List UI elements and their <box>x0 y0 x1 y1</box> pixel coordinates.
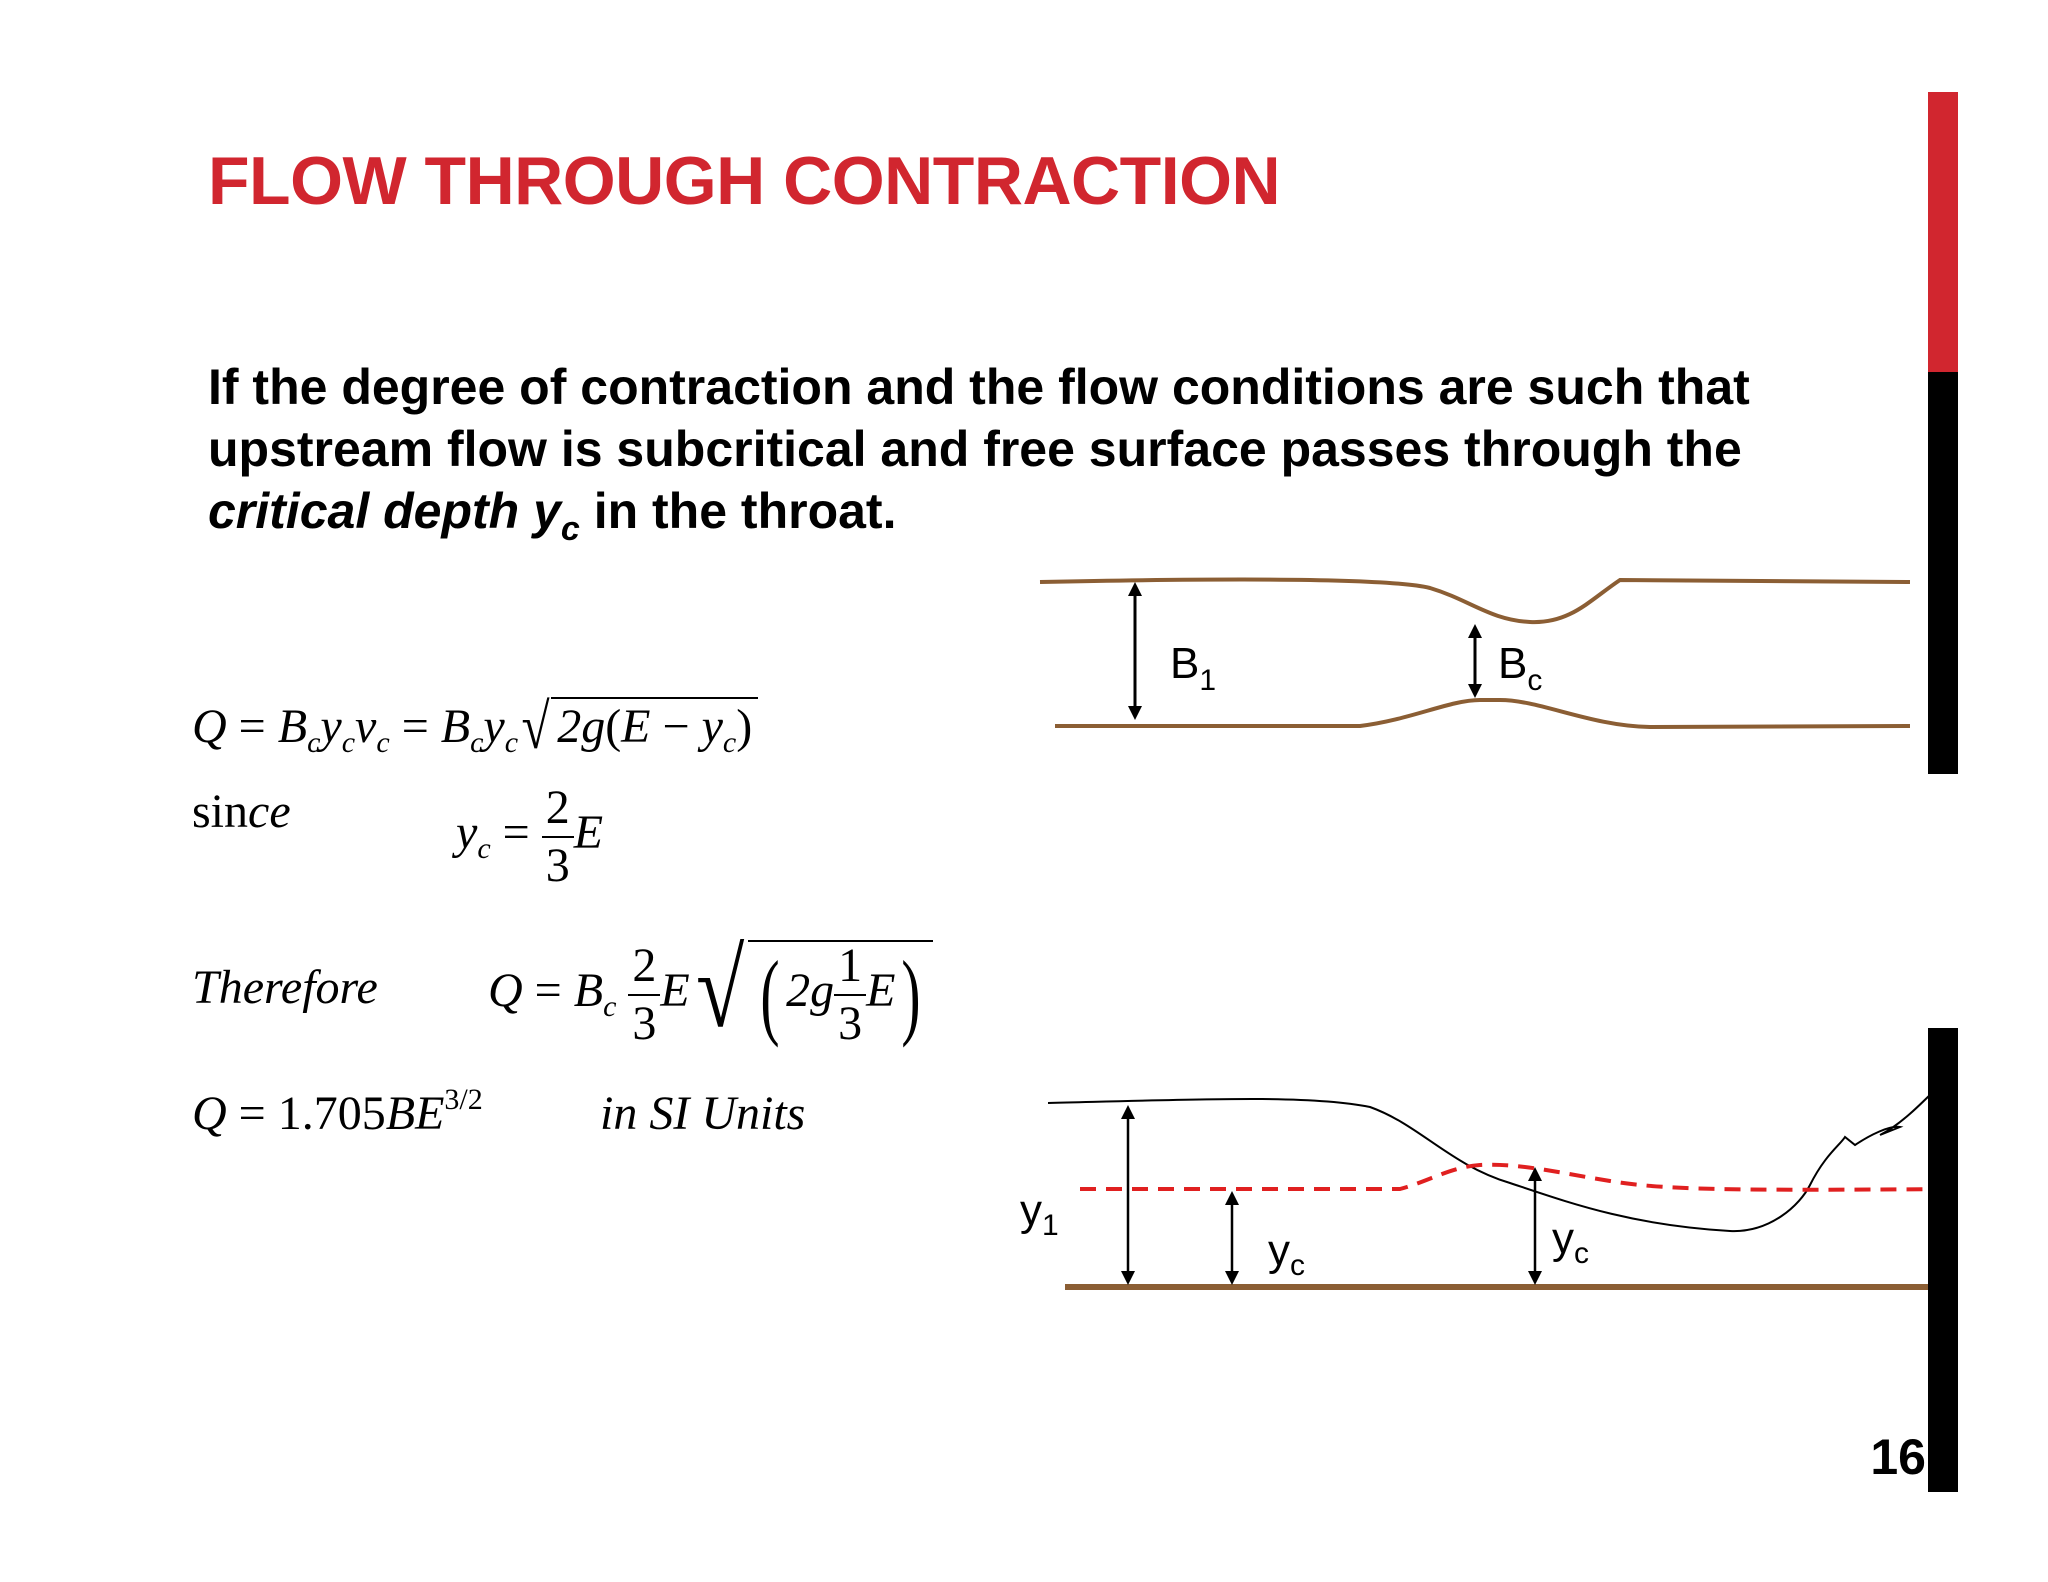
equation-si-note: in SI Units <box>600 1087 806 1140</box>
contraction-plan-diagram <box>1030 560 1930 750</box>
y1-label: $y_1$ <box>1020 1186 1059 1242</box>
intro-line-3 <box>208 480 1868 548</box>
radical-icon: √ <box>521 691 550 762</box>
intro-line-1: If the degree of contraction and the flow conditions are such that <box>208 359 1750 415</box>
radical-icon-large: √ <box>695 928 745 1050</box>
water-surface-profile <box>1048 1085 1940 1231</box>
b1-arrowhead-bottom <box>1128 706 1142 720</box>
y1-arrowhead-top <box>1121 1105 1135 1119</box>
fraction-two-thirds-2: $\frac{2}{3}$ <box>628 942 660 1048</box>
lower-bank <box>1055 700 1910 727</box>
equation-therefore-label: Therefore <box>192 961 378 1014</box>
equation-si-units: $Q = 1.705BE^{3/2}$ <box>192 1083 483 1140</box>
flow-profile-diagram <box>1010 1085 1950 1320</box>
y1-arrowhead-bottom <box>1121 1271 1135 1285</box>
b1-label: $B_1$ <box>1170 639 1217 697</box>
side-bar-black-top <box>1928 372 1958 774</box>
equation-discharge: $Q = B_cy_cv_c = B_cy_c√$ $2g(E - y_c)$ <box>192 690 758 764</box>
bc-arrowhead-bottom <box>1468 684 1482 698</box>
b1-arrowhead-top <box>1128 582 1142 596</box>
yc-label-1: $y_c$ <box>1268 1226 1305 1282</box>
square-root-large: ( 2g $\frac{1}{3}$ E) <box>748 940 933 1048</box>
intro-paragraph <box>208 356 1868 548</box>
yc-label-2: $y_c$ <box>1552 1214 1589 1270</box>
yc1-arrowhead-bottom <box>1225 1271 1239 1285</box>
page-number: 16 <box>1870 1429 1926 1485</box>
equation-critical-depth-rhs: $y_c$ = $\frac{2}{3}$ E <box>456 781 604 892</box>
side-bar-black-bottom <box>1928 1028 1958 1492</box>
intro-line-3-rest: in the throat. <box>579 483 897 539</box>
bc-label: $B_c$ <box>1498 639 1543 697</box>
square-root: $2g(E - y_c)$ <box>551 697 758 754</box>
yc2-arrowhead-bottom <box>1528 1271 1542 1285</box>
intro-line-2: upstream flow is subcritical and free surface passes through the <box>208 421 1742 477</box>
side-bar-red <box>1928 92 1958 372</box>
upper-bank <box>1040 580 1910 623</box>
fraction-two-thirds: $\frac{2}{3}$ <box>542 784 574 890</box>
fraction-one-third: $\frac{1}{3}$ <box>834 942 866 1048</box>
equation-critical-depth: since <box>192 785 291 838</box>
slide-title: FLOW THROUGH CONTRACTION <box>208 143 1281 219</box>
critical-depth-subscript: c <box>560 510 580 548</box>
critical-depth-term: critical depth y <box>208 483 561 539</box>
equation-therefore: $Q = B_c$ $\frac{2}{3}$ E√ ( 2g $\frac{1}{3}$ E) <box>488 926 933 1053</box>
yc1-arrowhead-top <box>1225 1191 1239 1205</box>
bc-arrowhead-top <box>1468 624 1482 638</box>
